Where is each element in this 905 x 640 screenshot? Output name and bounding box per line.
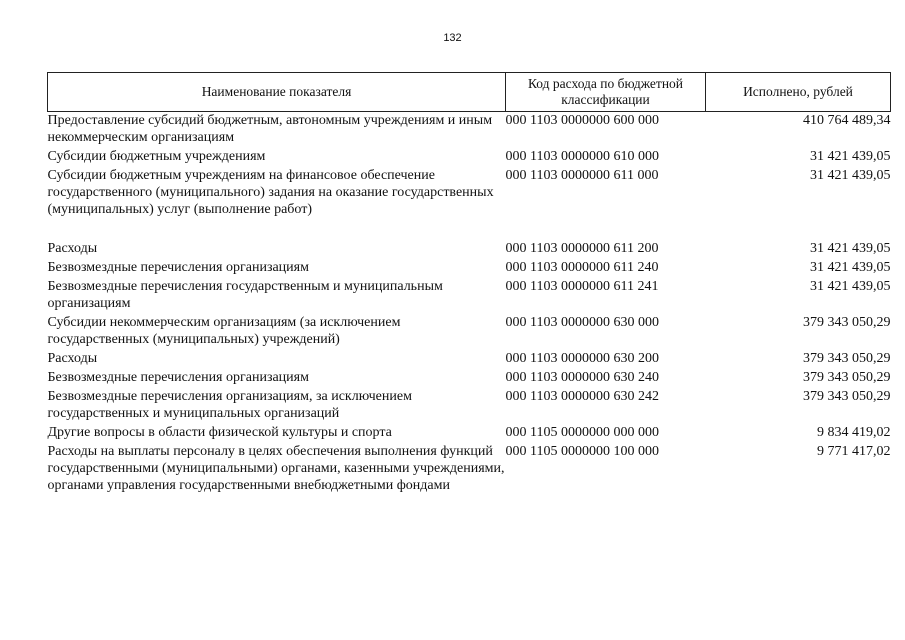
table-row [48, 148, 891, 167]
row-amount: 379 343 050,29 [803, 370, 891, 385]
row-name: Другие вопросы в области физической культуры и спорта [47, 425, 392, 440]
row-name: Расходы [47, 351, 98, 366]
row-code: 000 1105 0000000 100 000 [505, 444, 659, 459]
table-row [48, 424, 891, 443]
table-row [48, 259, 891, 278]
row-code: 000 1103 0000000 610 000 [505, 149, 659, 164]
budget-execution-table [47, 72, 891, 496]
row-amount: 31 421 439,05 [810, 149, 891, 164]
row-name: Субсидии бюджетным учреждениям на финансовое обеспечение государственного (муниципального) задания на оказание государственных (муниципальных) услуг (выполнение работ) [47, 168, 494, 217]
row-name: Субсидии некоммерческим организациям (за исключением государственных (муниципальных) учреждений) [47, 315, 401, 347]
page-number: 132 [443, 32, 462, 44]
table-row [48, 314, 891, 350]
row-code: 000 1105 0000000 000 000 [505, 425, 659, 440]
row-name: Безвозмездные перечисления государственным и муниципальным организациям [47, 279, 443, 311]
row-code: 000 1103 0000000 611 200 [505, 241, 659, 256]
header-indicator-name: Наименование показателя [48, 73, 506, 112]
row-amount: 9 834 419,02 [817, 425, 891, 440]
table-row [48, 278, 891, 314]
row-name: Безвозмездные перечисления организациям [47, 260, 309, 275]
table-header-row [48, 73, 891, 112]
row-code: 000 1103 0000000 630 242 [505, 389, 659, 404]
row-name: Безвозмездные перечисления организациям [47, 370, 309, 385]
row-code: 000 1103 0000000 611 241 [505, 279, 659, 294]
row-amount: 31 421 439,05 [810, 279, 891, 294]
row-amount: 9 771 417,02 [817, 444, 891, 459]
row-code: 000 1103 0000000 611 240 [505, 260, 659, 275]
row-name: Предоставление субсидий бюджетным, автономным учреждениям и иным некоммерческим организациям [47, 113, 493, 145]
header-budget-code: Код расхода по бюджетной классификации [506, 73, 706, 112]
row-code: 000 1103 0000000 630 200 [505, 351, 659, 366]
table-row [48, 112, 891, 149]
row-name: Расходы [47, 241, 98, 256]
row-amount: 379 343 050,29 [803, 389, 891, 404]
table-row [48, 350, 891, 369]
table-row [48, 443, 891, 496]
row-code: 000 1103 0000000 630 000 [505, 315, 659, 330]
row-name: Расходы на выплаты персоналу в целях обеспечения выполнения функций государственными (муниципальными) органами, казенными учреждениями, органами управления государственными внебюджетными фондами [47, 444, 505, 493]
row-code: 000 1103 0000000 630 240 [505, 370, 659, 385]
row-amount: 379 343 050,29 [803, 315, 891, 330]
row-amount: 31 421 439,05 [810, 241, 891, 256]
row-code: 000 1103 0000000 611 000 [505, 168, 659, 183]
row-name: Субсидии бюджетным учреждениям [47, 149, 266, 164]
row-amount: 410 764 489,34 [803, 113, 891, 128]
row-amount: 379 343 050,29 [803, 351, 891, 366]
row-amount: 31 421 439,05 [810, 260, 891, 275]
table-row [48, 369, 891, 388]
row-code: 000 1103 0000000 600 000 [505, 113, 659, 128]
table-row [48, 167, 891, 220]
table-row [48, 388, 891, 424]
header-executed-amount: Исполнено, рублей [706, 73, 891, 112]
row-name: Безвозмездные перечисления организациям, за исключением государственных и муниципальных организаций [47, 389, 412, 421]
table-row [48, 240, 891, 259]
row-amount: 31 421 439,05 [810, 168, 891, 183]
row-spacer [48, 220, 891, 240]
